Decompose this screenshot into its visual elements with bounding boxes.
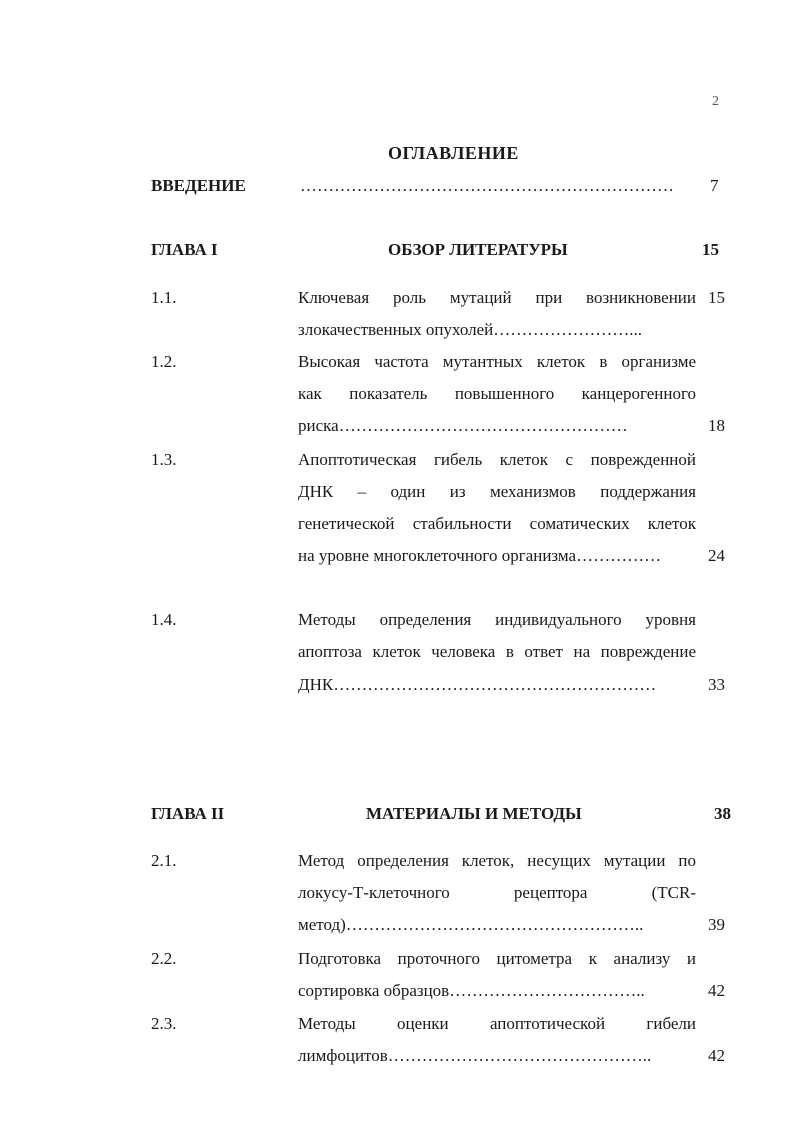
- section-number: 2.2.: [151, 949, 177, 968]
- section-page: 24: [708, 546, 725, 565]
- section-title-line: ДНК – один из механизмов поддержания: [298, 482, 696, 501]
- section-title-line: ДНК…………………………………………………: [298, 675, 657, 694]
- section-page: 15: [708, 288, 725, 307]
- chapter-1-label: ГЛАВА I: [151, 240, 218, 259]
- intro-label: ВВЕДЕНИЕ: [151, 176, 246, 195]
- section-title-line: злокачественных опухолей……………………...: [298, 320, 643, 339]
- chapter-2-label: ГЛАВА II: [151, 804, 225, 823]
- section-page: 42: [708, 1046, 725, 1065]
- section-title-line: лимфоцитов………………………………………..: [298, 1046, 652, 1065]
- intro-dots: …………………………………………………………: [300, 176, 674, 195]
- section-title-line: риска……………………………………………: [298, 416, 628, 435]
- section-title-line: метод)……………………………………………..: [298, 915, 644, 934]
- section-number: 1.1.: [151, 288, 177, 307]
- chapter-1-page: 15: [702, 240, 719, 259]
- page-number: 2: [712, 94, 719, 109]
- section-number: 1.4.: [151, 610, 177, 629]
- section-title-line: на уровне многоклеточного организма……………: [298, 546, 662, 565]
- section-title-line: апоптоза клеток человека в ответ на повреждение: [298, 642, 696, 661]
- intro-page: 7: [710, 176, 719, 195]
- page-title: ОГЛАВЛЕНИЕ: [388, 143, 519, 163]
- section-page: 39: [708, 915, 725, 934]
- chapter-2-page: 38: [714, 804, 731, 823]
- section-title-line: Ключевая роль мутаций при возникновении: [298, 288, 696, 307]
- chapter-2-title: МАТЕРИАЛЫ И МЕТОДЫ: [366, 804, 582, 823]
- section-title-line: Подготовка проточного цитометра к анализу и: [298, 949, 696, 968]
- section-title-line: Апоптотическая гибель клеток с поврежденной: [298, 450, 696, 469]
- chapter-1-title: ОБЗОР ЛИТЕРАТУРЫ: [388, 240, 568, 259]
- section-title-line: Методы оценки апоптотической гибели: [298, 1014, 696, 1033]
- section-number: 1.3.: [151, 450, 177, 469]
- section-page: 42: [708, 981, 725, 1000]
- section-title-line: Методы определения индивидуального уровня: [298, 610, 696, 629]
- section-title-line: сортировка образцов……………………………..: [298, 981, 645, 1000]
- section-title-line: как показатель повышенного канцерогенного: [298, 384, 696, 403]
- section-page: 33: [708, 675, 725, 694]
- section-number: 2.3.: [151, 1014, 177, 1033]
- section-page: 18: [708, 416, 725, 435]
- section-number: 2.1.: [151, 851, 177, 870]
- section-number: 1.2.: [151, 352, 177, 371]
- section-title-line: локусу-Т-клеточного рецептора (TCR-: [298, 883, 696, 902]
- section-title-line: Метод определения клеток, несущих мутации по: [298, 851, 696, 870]
- section-title-line: Высокая частота мутантных клеток в организме: [298, 352, 696, 371]
- section-title-line: генетической стабильности соматических клеток: [298, 514, 696, 533]
